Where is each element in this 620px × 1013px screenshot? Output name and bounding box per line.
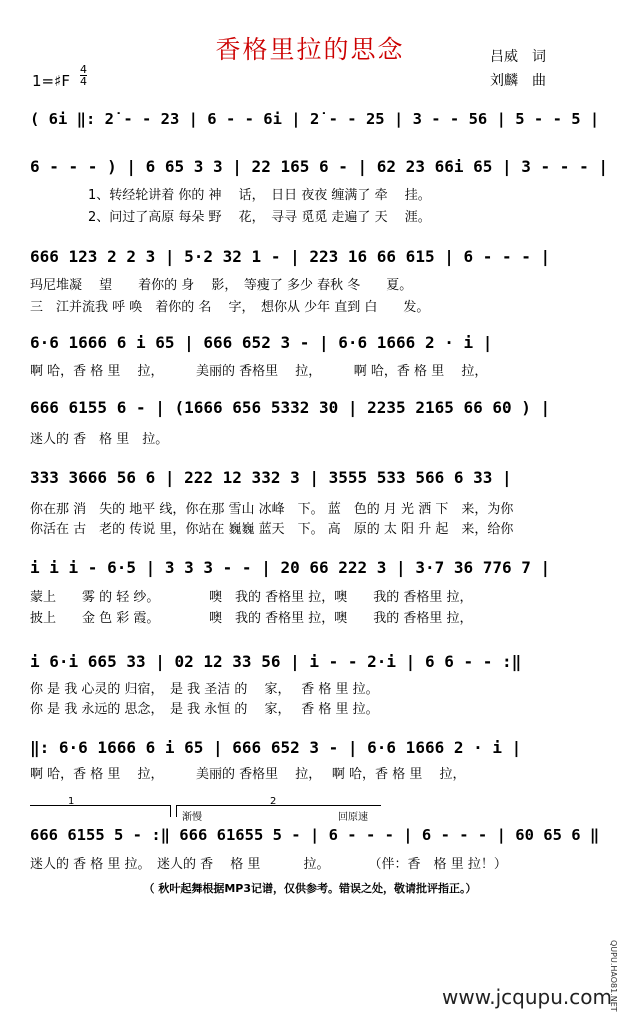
second-ending-bracket — [176, 805, 381, 806]
time-signature — [80, 64, 87, 87]
notation-row-3: 666 123 2 2 3 | 5·2 32 1 - | 223 16 66 615 | 6 - - - | — [30, 247, 551, 266]
notation-row-9: ‖: 6·6 1666 6 i 65 | 666 652 3 - | 6·6 1666 2 · i | — [30, 738, 522, 757]
lyric-row-2-verse-2: 2、问过了高原 每朵 野 花， 寻寻 觅觅 走遍了 天 涯。 — [88, 210, 431, 225]
time-signature-bottom: 4 — [80, 75, 87, 88]
watermark: www.jcqupu.com — [442, 985, 612, 1009]
lyric-row-7-verse-1: 蒙上 雾 的 轻 纱。 噢 我的 香格里 拉，噢 我的 香格里 拉， — [30, 590, 473, 605]
lyric-row-3-verse-2: 三 江并流我 呼 唤 着你的 名 字， 想你从 少年 直到 白 发。 — [30, 300, 430, 315]
first-ending-label: 1 — [68, 796, 75, 807]
first-ending-bracket — [30, 805, 170, 806]
lyric-row-4: 啊 哈，香 格 里 拉， 美丽的 香格里 拉， 啊 哈，香 格 里 拉， — [30, 364, 488, 379]
key-signature: 1=♯F — [32, 72, 70, 90]
notation-row-7: i i i - 6·5 | 3 3 3 - - | 20 66 222 3 | 3·7 36 776 7 | — [30, 558, 551, 577]
page-title: 香格里拉的思念 — [215, 35, 405, 64]
time-signature-top: 4 — [80, 63, 87, 76]
slow-marking: 渐慢 — [182, 812, 202, 823]
lyric-row-7-verse-2: 披上 金 色 彩 霞。 噢 我的 香格里 拉，噢 我的 香格里 拉， — [30, 611, 473, 626]
tempo-marking: 回原速 — [338, 812, 368, 823]
lyric-row-3-verse-1: 玛尼堆凝 望 着你的 身 影， 等瘦了 多少 春秋 冬 夏。 — [30, 278, 413, 293]
lyric-row-5: 迷人的 香 格 里 拉。 — [30, 432, 169, 447]
notation-row-1: ( 6i ‖: 2̇ - - 23 | 6 - - 6i | 2̇ - - 25 | 3 - - 56 | 5 - - 5 | — [30, 110, 600, 128]
second-ending-bracket-start — [176, 805, 177, 817]
notation-row-5: 666 6155 6 - | (1666 656 5332 30 | 2235 2165 66 60 ) | — [30, 398, 551, 417]
lyric-row-9: 啊 哈，香 格 里 拉， 美丽的 香格里 拉， 啊 哈，香 格 里 拉， — [30, 767, 466, 782]
lyric-row-2-verse-1: 1、转经轮讲着 你的 神 话， 日日 夜夜 缠满了 牵 挂。 — [88, 188, 431, 203]
lyric-row-10: 迷人的 香 格 里 拉。 迷人的 香 格 里 拉。 （伴：香 格 里 拉！） — [30, 857, 507, 872]
notation-row-8: i 6·i 665 33 | 02 12 33 56 | i - - 2·i | 6 6 - - :‖ — [30, 652, 522, 671]
notation-row-4: 6·6 1666 6 i 65 | 666 652 3 - | 6·6 1666 2 · i | — [30, 333, 493, 352]
lyric-row-8-verse-1: 你 是 我 心灵的 归宿， 是 我 圣洁 的 家， 香 格 里 拉。 — [30, 682, 379, 697]
lyric-row-8-verse-2: 你 是 我 永远的 思念， 是 我 永恒 的 家， 香 格 里 拉。 — [30, 702, 379, 717]
composer-credit: 刘麟 曲 — [490, 73, 546, 89]
footnote: （ 秋叶起舞根据MP3记谱，仅供参考。错误之处，敬请批评指正。） — [143, 882, 477, 895]
first-ending-bracket-end — [170, 805, 171, 817]
notation-row-6: 333 3666 56 6 | 222 12 332 3 | 3555 533 566 6 33 | — [30, 468, 512, 487]
second-ending-label: 2 — [270, 796, 277, 807]
notation-row-2: 6 - - - ) | 6 65 3 3 | 22 165 6 - | 62 23 66i 65 | 3 - - - | — [30, 157, 608, 176]
lyricist-credit: 吕威 词 — [490, 49, 546, 65]
lyric-row-6-verse-1: 你在那 消 失的 地平 线，你在那 雪山 冰峰 下。 蓝 色的 月 光 洒 下 来，为你 — [30, 502, 514, 517]
notation-row-10: 666 6155 5 - :‖ 666 61655 5 - | 6 - - - | 6 - - - | 60 65 6 ‖ — [30, 826, 600, 844]
watermark-side: QUPU.HAO81.NET — [609, 940, 618, 1012]
lyric-row-6-verse-2: 你活在 古 老的 传说 里，你站在 巍巍 蓝天 下。 高 原的 太 阳 升 起 来，给你 — [30, 522, 514, 537]
